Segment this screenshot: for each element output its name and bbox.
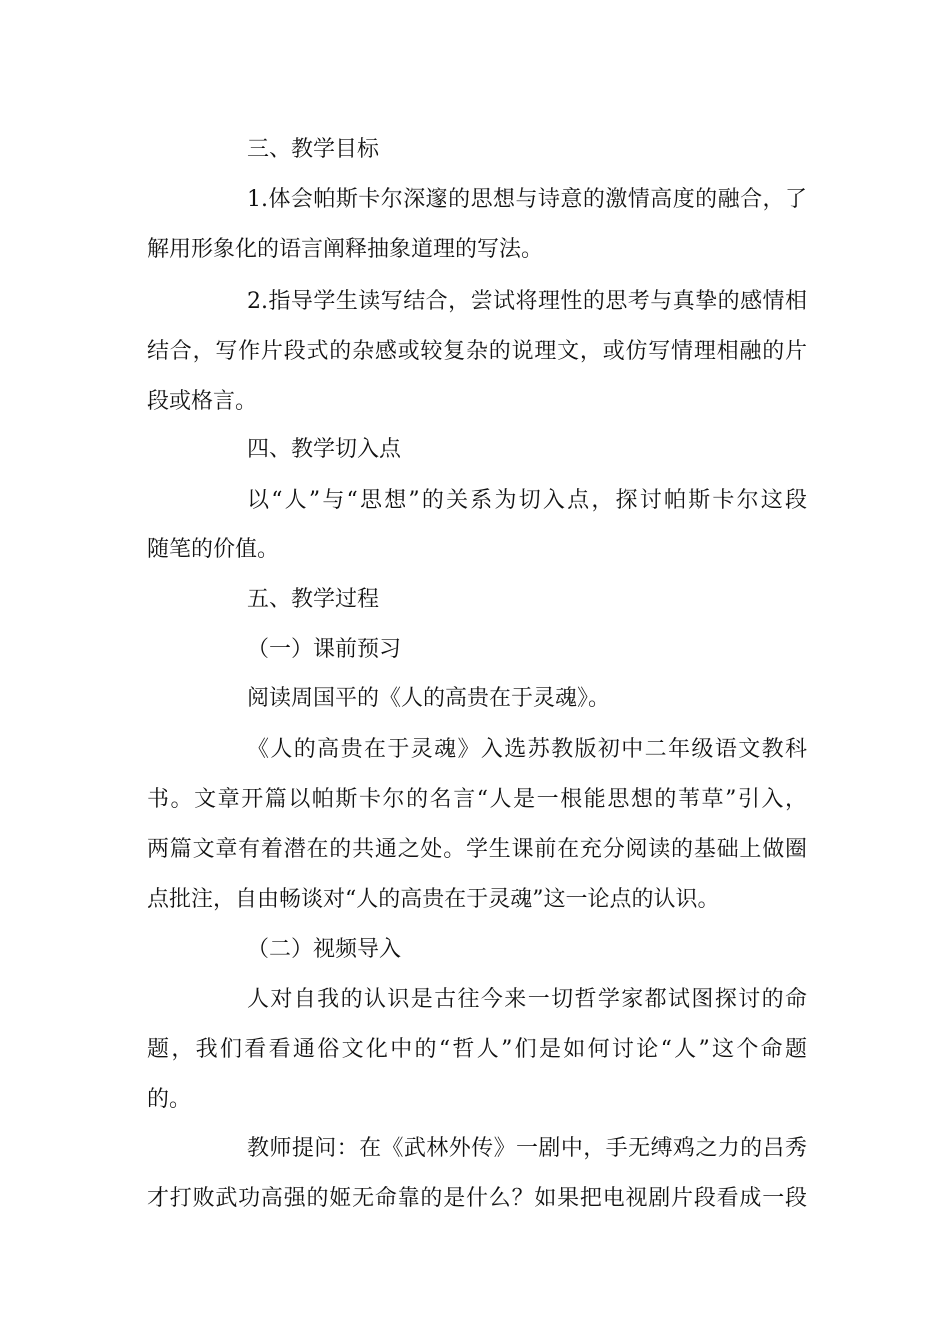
video-line-2: 题，我们看看通俗文化中的“哲人”们是如何讨论“人”这个命题	[147, 1037, 807, 1062]
question-line-1: 教师提问：在《武林外传》一剧中，手无缚鸡之力的吕秀	[247, 1136, 807, 1161]
objective-1-line-1: 1.体会帕斯卡尔深邃的思想与诗意的激情高度的融合，了	[247, 187, 807, 212]
preview-para-line-1: 《人的高贵在于灵魂》入选苏教版初中二年级语文教科	[247, 737, 807, 762]
video-line-3: 的。	[147, 1087, 192, 1112]
preview-para-line-2: 书。文章开篇以帕斯卡尔的名言“人是一根能思想的苇草”引入，	[147, 787, 807, 812]
preview-line-1: 阅读周国平的《人的高贵在于灵魂》。	[247, 686, 611, 711]
video-line-1: 人对自我的认识是古往今来一切哲学家都试图探讨的命	[247, 987, 807, 1012]
section-heading-objectives: 三、教学目标	[247, 137, 380, 162]
preview-para-line-3: 两篇文章有着潜在的共通之处。学生课前在充分阅读的基础上做圈	[147, 837, 807, 862]
subheading-video: （二）视频导入	[247, 937, 402, 962]
subheading-preview: （一）课前预习	[247, 637, 402, 662]
section-heading-entry-point: 四、教学切入点	[247, 437, 402, 462]
objective-2-line-2: 结合，写作片段式的杂感或较复杂的说理文，或仿写情理相融的片	[147, 339, 807, 364]
preview-para-line-4: 点批注，自由畅谈对“人的高贵在于灵魂”这一论点的认识。	[147, 887, 720, 912]
question-line-2: 才打败武功高强的姬无命靠的是什么？如果把电视剧片段看成一段	[147, 1186, 807, 1211]
entry-point-line-2: 随笔的价值。	[147, 537, 280, 562]
section-heading-process: 五、教学过程	[247, 587, 380, 612]
objective-2-line-1: 2.指导学生读写结合，尝试将理性的思考与真挚的感情相	[247, 289, 807, 314]
objective-1-line-2: 解用形象化的语言阐释抽象道理的写法。	[147, 237, 544, 262]
entry-point-line-1: 以“人”与“思想”的关系为切入点，探讨帕斯卡尔这段	[247, 488, 807, 513]
objective-2-line-3: 段或格言。	[147, 389, 258, 414]
